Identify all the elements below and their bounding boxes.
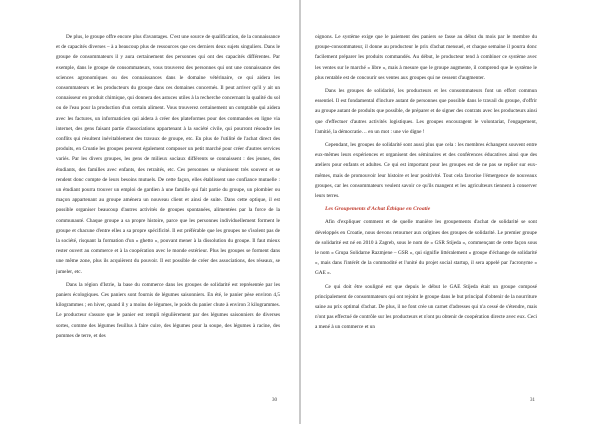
- paragraph: Dans la région d'Istrie, la base du commerce dans les groupes de solidarité est représentée par les paniers écologiques. Ces paniers sont fournis de légumes saisonniers. En été, le panier pèse environ 4,5 kilogrammes ; en hiver, quand il y a moins de légumes, le poids du panier chute à environ 3 kilogrammes. Le producteur s'assure que le panier est rempli régulièrement par des légumes saisonniers de diverses sortes, comme des légumes feuillus à faire cuire, des légumes pour la soupe, des légumes à racine, des pommes de terre, et des: [56, 281, 280, 339]
- section-heading: Les Groupements d'Achat Éthique en Croatie: [325, 206, 431, 213]
- paragraph: De plus, le groupe offre encore plus d'avantages. C'est une source de qualification, de la connaissance et de capacités diverses – à a beaucoup plus de ressources que ces derniers deux sujets singuliers. Dans le groupe de consommateurs il y aura certainement des personnes qui ont des capacités différentes. Par exemple, dans le groupe de consommateurs, vous trouverez des personnes qui ont une connaissance des sciences agronomiques ou des connaissances dans le domaine vétérinaire, ce qui aidera les consommateurs et les producteurs du groupe dans ces domaines concernés. Il peut arriver qu'il y ait un connaisseur en produit chimique, qui donnera des astuces utiles à la recherche concernant la qualité du sol ou de l'eau pour la production d'un certain aliment. Vous trouverez certainement un comptable qui aidera avec les factures, un informaticien qui aidera à créer des plateformes pour des commandes en ligne via internet, des gens faisant partie d'associations appartenant à la société civile, qui pourront résoudre les conflits qui résultent inévitablement des travaux de groupe, etc. En plus de l'utilité de l'achat direct des produits, en Croatie les groupes peuvent également composer un petit marché pour créer d'autres services variés. Par les divers groupes, les gens de milieux sociaux différents se connaissent : des jeunes, des étudiants, des familles avec enfants, des retraités, etc. Ces personnes se réunissent très souvent et se rendent donc compte de leurs besoins mutuels. De cette façon, elles établissent une confiance mutuelle : un étudiant pourra trouver un emploi de gardien à une famille qui fait partie du groupe, un plombier ou maçon appartenant au groupe aménera un nouveau client et ainsi de suite. Dans cette optique, il est possible organiser beaucoup d'autres activités de groupes spontanées, alimentées par la force de la communauté. Chaque groupe a sa propre histoire, parce que les personnes individuellement forment le groupe et chacune d'entre elles a sa propre spécificité. Il est préférable que les groupes ne s'isolent pas de la société, risquant la formation d'un « ghetto », pouvant mener à la dissolution du groupe. Il faut mieux rester ouvert au commerce et à la coopération avec le monde extérieur. Plus les groupes se forment dans une même zone, plus ils acquièrent du pouvoir. Il est possible de créer des associations, des réseaux, se jumeler, etc.: [56, 34, 280, 275]
- paragraph: Dans les groupes de solidarité, les producteurs et les consommateurs font un effort commun essentiel. Il est fondamental d'inclure autant de personnes que possible dans le travail du groupe, d'offrir au groupe autant de produits que possible, de préparer et de signer des contrats avec les producteurs ainsi que d'effectuer d'autres activités logistiques. Les groupes encouragent le volontariat, l'engagement, l'amitié, la démocratie… en un mot : une vie digne !: [315, 88, 537, 135]
- paragraph: Cependant, les groupes de solidarité sont aussi plus que cela : les membres échangent souvent entre eux-mêmes leurs expériences et organisent des séminaires et des conférences éducatives ainsi que des ateliers pour enfants et adultes. Ce qui est important pour les groupes est de ne pas se replier sur eux-mêmes, mais de promouvoir leur histoire et leur positivité. Tout cela favorise l'émergence de nouveaux groupes, car les consommateurs veulent savoir ce qu'ils mangent et les agriculteurs tiennent à conserver leurs terres.: [315, 142, 537, 200]
- page-number: 31: [530, 398, 535, 403]
- right-page: [301, 0, 600, 424]
- left-page-text: [56, 32, 280, 392]
- right-page-text: [315, 32, 537, 392]
- left-page: [0, 0, 299, 424]
- page-number: 30: [272, 398, 277, 403]
- paragraph: Afin d'expliquer comment et de quelle manière les groupements d'achat de solidarité se sont développés en Croatie, nous devons retourner aux origines des groupes de solidarité. Le premier groupe de solidarité est né en 2010 à Zagreb, sous le nom de « GSR Stijeda », commençant de cette façon sous le nom « Grupa Solidarne Razmjene – GSR », qui signifie littéralement « groupe d'échange de solidarité », mais dans l'intérêt de la commodité et l'unité du projet social startup, il sera appelé par l'acronyme « GAE ».: [315, 219, 537, 277]
- paragraph: Ce qui doit être souligné est que depuis le début le GAE Stijeda était un groupe composé principalement de consommateurs qui ont rejoint le groupe dans le but principal d'obtenir de la nourriture saine au prix optimal d'achat. De plus, il ne font crée un carnet d'adresses qui n'a cessé de s'étendre, mais n'ont pas effectué de contrôle sur les producteurs et n'ont pu obtenir de coopération directe avec eux. Ceci a mené à un commerce et un: [315, 283, 537, 331]
- paragraph: oignons. Le système exige que le paiement des paniers se fasse au début du mois par le membre du groupe-consommateur, il donne au producteur le prix d'achat mensuel, et chaque semaine il pourra donc facilement préparer les produits commandés. Au début, le producteur tend à combiner ce système avec les ventes sur le marché « libre », mais à mesure que le groupe augmente, il comprend que le système le plus rentable est de concourir ses ventes aux groupes qui ne cessent d'augmenter.: [315, 34, 537, 81]
